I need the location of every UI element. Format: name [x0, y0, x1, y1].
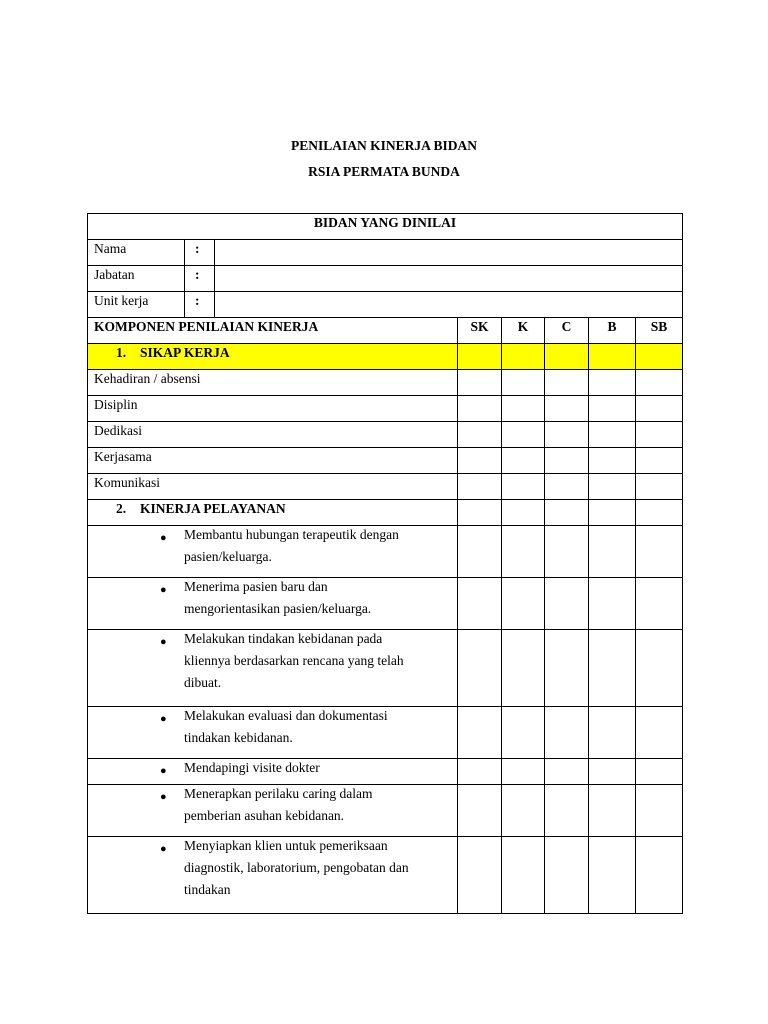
service-item-line: tindakan kebidanan. — [184, 730, 293, 745]
score-cell[interactable] — [545, 578, 589, 630]
score-cell[interactable] — [458, 422, 502, 448]
score-cell[interactable] — [636, 578, 683, 630]
score-cell[interactable] — [589, 344, 636, 370]
section-1-row — [88, 344, 683, 370]
score-cell[interactable] — [589, 396, 636, 422]
score-cell[interactable] — [502, 474, 545, 500]
service-item — [88, 785, 458, 837]
score-cell[interactable] — [458, 837, 502, 914]
criteria-row — [88, 422, 683, 448]
score-cell[interactable] — [502, 630, 545, 707]
document-title: PENILAIAN KINERJA BIDAN — [290, 138, 478, 153]
score-cell[interactable] — [636, 837, 683, 914]
service-item-line: Melakukan evaluasi dan dokumentasi — [184, 708, 388, 723]
service-item-line: kliennya berdasarkan rencana yang telah — [184, 653, 404, 668]
identity-value-field[interactable] — [215, 266, 683, 292]
score-cell[interactable] — [545, 837, 589, 914]
score-cell[interactable] — [589, 785, 636, 837]
service-item-line: tindakan — [184, 882, 231, 897]
score-cell[interactable] — [545, 422, 589, 448]
score-cell[interactable] — [502, 759, 545, 785]
score-cell[interactable] — [545, 448, 589, 474]
score-cell[interactable] — [458, 344, 502, 370]
criteria-row — [88, 370, 683, 396]
score-cell[interactable] — [589, 474, 636, 500]
score-cell[interactable] — [502, 396, 545, 422]
score-cell[interactable] — [545, 396, 589, 422]
score-header-sb: SB — [636, 318, 683, 344]
service-item-line: Menyiapkan klien untuk pemeriksaan — [184, 838, 388, 853]
score-cell[interactable] — [458, 707, 502, 759]
identity-label: Unit kerja — [88, 292, 185, 318]
score-cell[interactable] — [589, 578, 636, 630]
service-item — [88, 526, 458, 578]
service-item-line: mengorientasikan pasien/keluarga. — [184, 601, 372, 616]
score-cell[interactable] — [458, 500, 502, 526]
identity-label: Nama — [88, 240, 185, 266]
section-title: KINERJA PELAYANAN — [140, 501, 286, 516]
score-cell[interactable] — [636, 526, 683, 578]
score-cell[interactable] — [636, 707, 683, 759]
score-cell[interactable] — [502, 837, 545, 914]
score-cell[interactable] — [458, 785, 502, 837]
score-cell[interactable] — [636, 448, 683, 474]
identity-value-field[interactable] — [215, 292, 683, 318]
score-cell[interactable] — [636, 396, 683, 422]
score-cell[interactable] — [545, 474, 589, 500]
identity-row-jabatan — [88, 266, 683, 292]
score-cell[interactable] — [545, 370, 589, 396]
score-cell[interactable] — [636, 630, 683, 707]
score-cell[interactable] — [545, 526, 589, 578]
criteria-row — [88, 448, 683, 474]
service-item — [88, 630, 458, 707]
score-cell[interactable] — [545, 707, 589, 759]
score-cell[interactable] — [458, 396, 502, 422]
service-item-row — [88, 630, 683, 707]
score-cell[interactable] — [502, 370, 545, 396]
score-cell[interactable] — [458, 578, 502, 630]
score-cell[interactable] — [458, 630, 502, 707]
service-item-line: diagnostik, laboratorium, pengobatan dan — [184, 860, 409, 875]
document-subtitle: RSIA PERMATA BUNDA — [308, 164, 460, 179]
score-cell[interactable] — [589, 448, 636, 474]
service-item — [88, 578, 458, 630]
score-cell[interactable] — [636, 785, 683, 837]
service-item-row — [88, 785, 683, 837]
score-cell[interactable] — [502, 707, 545, 759]
score-cell[interactable] — [589, 707, 636, 759]
score-header-c: C — [545, 318, 589, 344]
section-number: 2. — [116, 501, 127, 516]
score-cell[interactable] — [545, 759, 589, 785]
score-cell[interactable] — [636, 500, 683, 526]
score-cell[interactable] — [458, 759, 502, 785]
bullet-icon: ● — [160, 636, 167, 648]
score-cell[interactable] — [502, 448, 545, 474]
assessed-midwife-header: BIDAN YANG DINILAI — [88, 214, 683, 240]
score-cell[interactable] — [502, 422, 545, 448]
score-cell[interactable] — [636, 759, 683, 785]
score-cell[interactable] — [636, 422, 683, 448]
service-item-line: pemberian asuhan kebidanan. — [184, 808, 345, 823]
service-item — [88, 707, 458, 759]
score-cell[interactable] — [458, 370, 502, 396]
section-number: 1. — [116, 345, 127, 360]
score-cell[interactable] — [636, 344, 683, 370]
component-header-row — [88, 318, 683, 344]
score-cell[interactable] — [589, 837, 636, 914]
service-item-row — [88, 707, 683, 759]
service-item-line: Mendapingi visite dokter — [184, 760, 320, 775]
service-item-row — [88, 578, 683, 630]
score-cell[interactable] — [502, 344, 545, 370]
service-item-row — [88, 837, 683, 914]
bullet-icon: ● — [160, 532, 167, 544]
bullet-icon: ● — [160, 713, 167, 725]
service-item-line: Membantu hubungan terapeutik dengan — [184, 527, 399, 542]
bullet-icon: ● — [160, 765, 167, 777]
identity-value-field[interactable] — [215, 240, 683, 266]
score-header-k: K — [502, 318, 545, 344]
score-cell[interactable] — [589, 500, 636, 526]
identity-row-nama — [88, 240, 683, 266]
criteria-row — [88, 396, 683, 422]
bullet-icon: ● — [160, 584, 167, 596]
assessed-midwife-header-row — [88, 214, 683, 240]
score-cell[interactable] — [589, 422, 636, 448]
criteria-label: Disiplin — [88, 396, 458, 422]
score-header-b: B — [589, 318, 636, 344]
service-item — [88, 837, 458, 914]
criteria-label: Kerjasama — [88, 448, 458, 474]
section-1-heading — [88, 344, 458, 370]
criteria-label: Komunikasi — [88, 474, 458, 500]
score-cell[interactable] — [545, 344, 589, 370]
service-item-line: Menerapkan perilaku caring dalam — [184, 786, 373, 801]
score-cell[interactable] — [545, 500, 589, 526]
criteria-row — [88, 474, 683, 500]
score-header-sk: SK — [458, 318, 502, 344]
service-item-line: Melakukan tindakan kebidanan pada — [184, 631, 383, 646]
identity-row-unit-kerja — [88, 292, 683, 318]
section-title: SIKAP KERJA — [140, 345, 230, 360]
score-cell[interactable] — [545, 630, 589, 707]
score-cell[interactable] — [545, 785, 589, 837]
score-cell[interactable] — [502, 578, 545, 630]
score-cell[interactable] — [502, 500, 545, 526]
score-cell[interactable] — [458, 448, 502, 474]
criteria-label: Kehadiran / absensi — [88, 370, 458, 396]
assessment-table — [87, 213, 683, 914]
score-cell[interactable] — [589, 630, 636, 707]
score-cell[interactable] — [502, 526, 545, 578]
identity-separator: : — [185, 240, 215, 266]
identity-separator: : — [185, 266, 215, 292]
identity-separator: : — [185, 292, 215, 318]
component-header: KOMPONEN PENILAIAN KINERJA — [88, 318, 458, 344]
service-item-line: dibuat. — [184, 675, 222, 690]
service-item-row — [88, 526, 683, 578]
score-cell[interactable] — [502, 785, 545, 837]
score-cell[interactable] — [458, 526, 502, 578]
score-cell[interactable] — [636, 370, 683, 396]
identity-label: Jabatan — [88, 266, 185, 292]
score-cell[interactable] — [589, 526, 636, 578]
score-cell[interactable] — [589, 370, 636, 396]
service-item-line: pasien/keluarga. — [184, 549, 272, 564]
criteria-label: Dedikasi — [88, 422, 458, 448]
score-cell[interactable] — [458, 474, 502, 500]
bullet-icon: ● — [160, 791, 167, 803]
score-cell[interactable] — [636, 474, 683, 500]
service-item-line: Menerima pasien baru dan — [184, 579, 328, 594]
bullet-icon: ● — [160, 843, 167, 855]
score-cell[interactable] — [589, 759, 636, 785]
